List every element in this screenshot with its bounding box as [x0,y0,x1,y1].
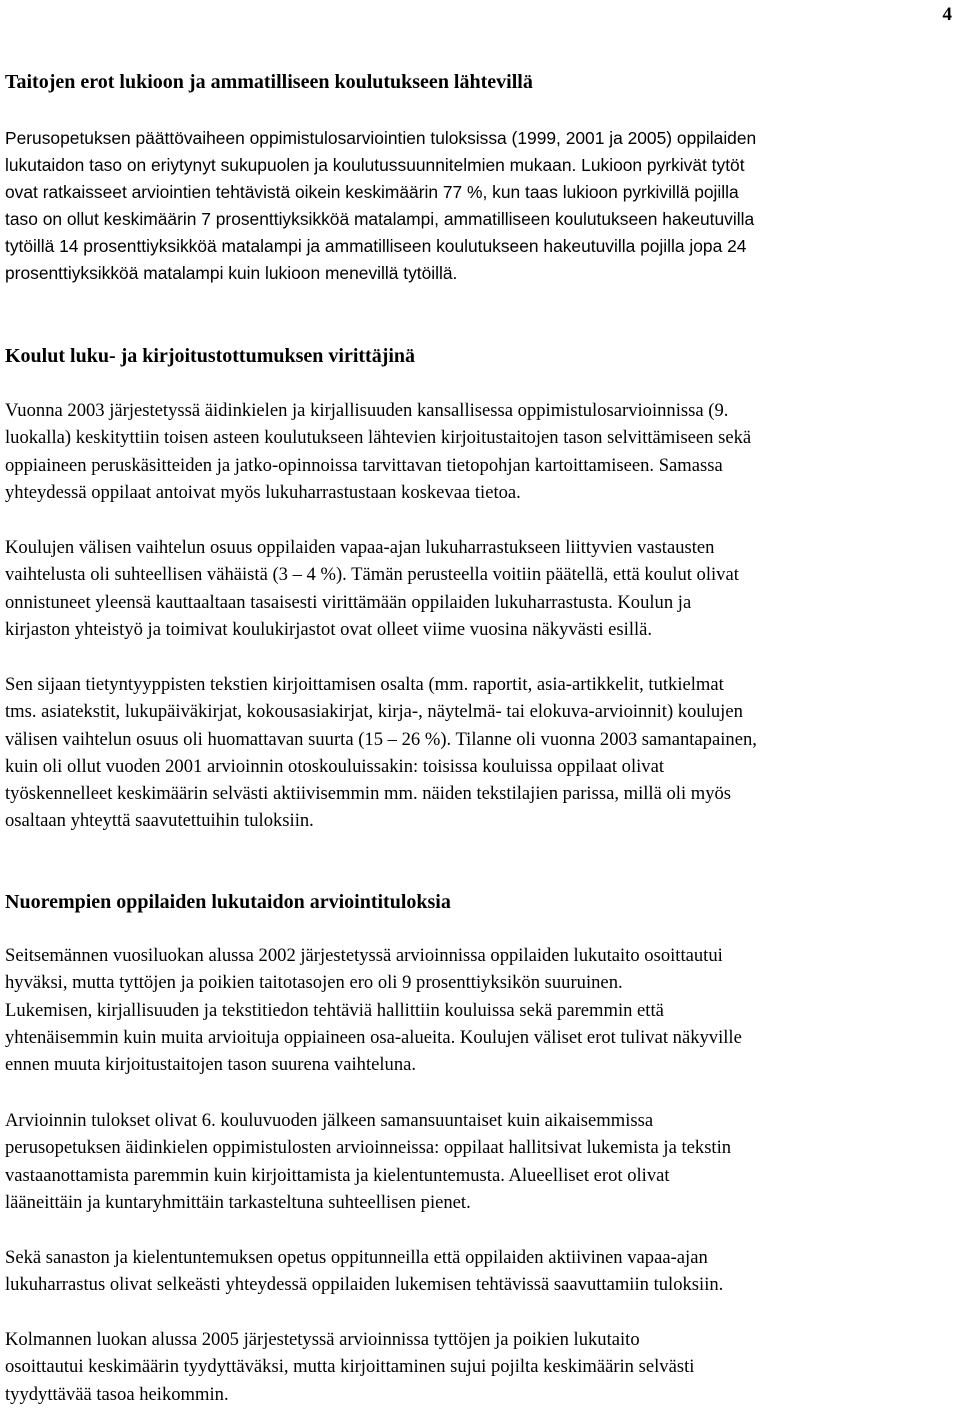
text-line: Sekä sanaston ja kielentuntemuksen opetus oppitunneilla että oppilaiden aktiivinen vapaa-ajan [5,1247,708,1268]
paragraph [5,1107,957,1216]
text-line: Koulujen välisen vaihtelun osuus oppilaiden vapaa-ajan lukuharrastukseen liittyvien vastausten [5,537,715,558]
text-line: välisen vaihtelun osuus oli huomattavan suurta (15 – 26 %). Tilanne oli vuonna 2003 samantapainen, [5,728,757,750]
text-line: lääneittäin ja kuntaryhmittäin tarkasteltuna suhteellisen pienet. [5,1191,471,1213]
text-line: vaihtelusta oli suhteellisen vähäistä (3 – 4 %). Tämän perusteella voitiin päätellä, että koulut olivat [5,564,739,586]
text-line: hyväksi, mutta tyttöjen ja poikien taitotasojen ero oli 9 prosenttiyksikön suuruinen. [5,972,623,994]
text-line: perusopetuksen äidinkielen oppimistulosten arvioinneissa: oppilaat hallitsivat lukemista ja tekstin [5,1137,732,1159]
text-line: tms. asiatekstit, lukupäiväkirjat, kokousasiakirjat, kirja-, näytelmä- tai elokuva-arvioinnit) koulujen [5,701,743,723]
text-line: Sen sijaan tietyntyyppisten tekstien kirjoittamisen osalta (mm. raportit, asia-artikkelit, tutkielmat [5,674,724,695]
text-line: Kolmannen luokan alussa 2005 järjestetyssä arvioinnissa tyttöjen ja poikien lukutaito [5,1329,640,1350]
text-line: Seitsemännen vuosiluokan alussa 2002 järjestetyssä arvioinnissa oppilaiden lukutaito osoittautui [5,945,723,966]
text-line: taso on ollut keskimäärin 7 prosenttiyksikköä matalampi, ammatilliseen koulutukseen hakeutuvilla [5,209,755,229]
text-line: lukutaidon taso on eriytynyt sukupuolen ja koulutussuunnitelmien mukaan. Lukioon pyrkivät tytöt [5,155,745,175]
paragraph [5,534,957,643]
text-line: Vuonna 2003 järjestetyssä äidinkielen ja kirjallisuuden kansallisessa oppimistulosarvioinnissa (9. [5,400,729,421]
text-line: onnistuneet yleensä kauttaaltaan tasaisesti virittämään oppilaiden lukuharrastusta. Koulun ja [5,591,692,613]
text-line: osaltaan yhteyttä saavutettuihin tuloksiin. [5,810,314,832]
text-line: prosenttiyksikköä matalampi kuin lukioon menevillä tytöillä. [5,263,458,283]
page-number: 4 [942,4,952,25]
text-line: oppiaineen peruskäsitteiden ja jatko-opinnoissa tarvittavan tietopohjan kartoittamiseen. Samassa [5,454,723,476]
section-heading-koulut-virittajina: Koulut luku- ja kirjoitustottumuksen virittäjinä [5,345,416,367]
text-line: tyydyttävää tasoa heikommin. [5,1383,229,1405]
text-line: ovat ratkaisseet arviointien tehtävistä oikein keskimäärin 77 %, kun taas lukioon pyrkivillä pojilla [5,182,739,202]
text-line: lukuharrastus olivat selkeästi yhteydessä oppilaiden lukemisen tehtävissä saavuttamiin tuloksiin. [5,1274,724,1296]
text-line: työskennelleet keskimäärin selvästi aktiivisemmin mm. näiden tekstilajien parissa, millä oli myös [5,783,732,805]
paragraph [5,942,957,1078]
text-line: yhteydessä oppilaat antoivat myös lukuharrastustaan koskevaa tietoa. [5,481,521,503]
paragraph [5,671,957,835]
paragraph [5,125,957,287]
text-line: tytöillä 14 prosenttiyksikköä matalampi ja ammatilliseen koulutukseen hakeutuvilla pojilla jopa 24 [5,236,747,256]
text-line: osoittautui keskimäärin tyydyttäväksi, mutta kirjoittaminen sujui pojilta keskimäärin selvästi [5,1356,695,1378]
paragraph [5,1244,957,1299]
section-heading-taitojen-erot: Taitojen erot lukioon ja ammatilliseen koulutukseen lähtevillä [5,71,533,93]
text-line: kuin oli ollut vuoden 2001 arvioinnin otoskouluissakin: toisissa kouluissa oppilaat olivat [5,755,665,777]
paragraph [5,1326,957,1408]
text-line: Perusopetuksen päättövaiheen oppimistulosarviointien tuloksissa (1999, 2001 ja 2005) oppilaiden [5,128,757,148]
text-line: Lukemisen, kirjallisuuden ja tekstitiedon tehtäviä hallittiin kouluissa sekä paremmin että [5,999,664,1021]
text-line: kirjaston yhteistyö ja toimivat koulukirjastot ovat olleet viime vuosina näkyvästi esillä. [5,618,653,640]
text-line: vastaanottamista paremmin kuin kirjoittamista ja kielentuntemusta. Alueelliset erot olivat [5,1164,670,1186]
text-line: Arvioinnin tulokset olivat 6. kouluvuoden jälkeen samansuuntaiset kuin aikaisemmissa [5,1110,654,1131]
section-heading-nuorempien-oppilaiden: Nuorempien oppilaiden lukutaidon arviointituloksia [5,891,451,913]
text-line: luokalla) keskityttiin toisen asteen koulutukseen lähtevien kirjoitustaitojen tason selvittämiseen sekä [5,427,752,449]
text-line: yhtenäisemmin kuin muita arvioituja oppiaineen osa-alueita. Koulujen väliset erot tulivat näkyville [5,1026,742,1048]
text-line: ennen muuta kirjoitustaitojen tason suurena vaihteluna. [5,1054,417,1076]
paragraph [5,397,957,506]
